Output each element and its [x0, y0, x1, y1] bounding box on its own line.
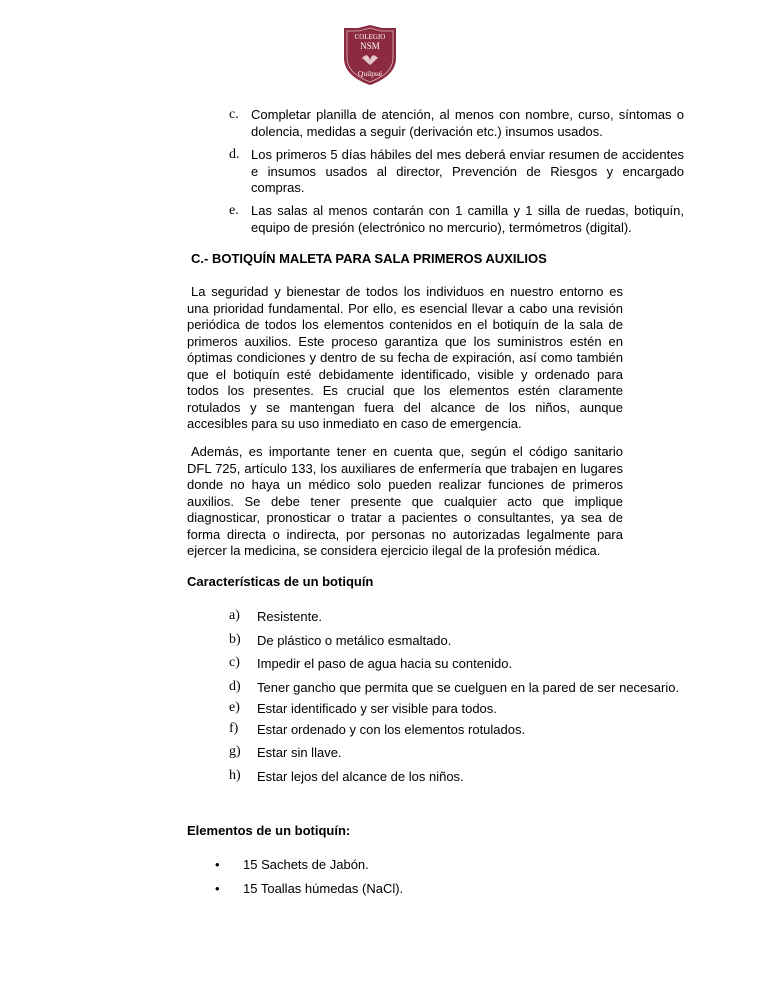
list-item-text: Estar identificado y ser visible para todos.	[257, 701, 497, 716]
list-marker: h)	[229, 768, 241, 783]
school-logo	[342, 24, 398, 86]
list-marker: c)	[229, 655, 240, 670]
list-item-text: 15 Sachets de Jabón.	[243, 857, 369, 872]
section-heading: C.- BOTIQUÍN MALETA PARA SALA PRIMEROS AUXILIOS	[191, 251, 547, 266]
list-item-text: 15 Toallas húmedas (NaCl).	[243, 881, 404, 896]
list-item-text: Impedir el paso de agua hacia su contenido.	[257, 656, 513, 671]
logo-line-2: NSM	[360, 41, 380, 51]
list-item-text: Estar ordenado y con los elementos rotulados.	[257, 722, 526, 737]
paragraph-legal: Además, es importante tener en cuenta que, según el código sanitario DFL 725, artículo 133, los auxiliares de enfermería que trabajen en lugares donde no haya un médico solo pueden realizar funciones de primeros auxilios. Se debe tener presente que cualquier acto que implique diagnosticar, pronosticar o tratar a pacientes o consultantes, ya sea de forma directa o indirecta, por personas no autorizadas legalmente para ejercer la medicina, se considera ejercicio ilegal de la profesión médica.	[187, 444, 623, 558]
logo-line-3: Quilpué	[357, 69, 383, 78]
paragraph-safety: La seguridad y bienestar de todos los individuos en nuestro entorno es una prioridad fundamental. Por ello, es esencial llevar a cabo una revisión periódica de todos los elementos contenidos en el botiquín de la sala de primeros auxilios. Este proceso garantiza que los suministros estén en óptimas condiciones y dentro de su fecha de expiración, así como también que el botiquín esté debidamente identificado, visible y ordenado para todos los presentes. Es crucial que los elementos estén claramente rotulados y se mantengan fuera del alcance de los niños, aunque accesibles para su uso inmediato en caso de emergencia.	[187, 284, 623, 431]
list-marker: g)	[229, 744, 241, 759]
bullet-icon: •	[215, 881, 220, 896]
list-marker: e.	[229, 203, 239, 218]
list-item-text: Estar lejos del alcance de los niños.	[257, 769, 464, 784]
bullet-icon: •	[215, 857, 220, 872]
list-marker: c.	[229, 107, 239, 122]
list-item-text: Tener gancho que permita que se cuelguen en la pared de ser necesario.	[257, 680, 680, 695]
list-marker: e)	[229, 700, 240, 715]
list-marker: a)	[229, 608, 240, 623]
list-marker: d)	[229, 679, 241, 694]
elements-heading: Elementos de un botiquín:	[187, 823, 351, 838]
list-item-text: De plástico o metálico esmaltado.	[257, 633, 452, 648]
list-item-text: Las salas al menos contarán con 1 camilla y 1 silla de ruedas, botiquín, equipo de presión (electrónico no mercurio), termómetros (digital).	[251, 203, 684, 235]
logo-line-1: COLEGIO	[354, 33, 386, 41]
characteristics-heading: Características de un botiquín	[187, 574, 374, 589]
list-item-text: Completar planilla de atención, al menos con nombre, curso, síntomas o dolencia, medidas a seguir (derivación etc.) insumos usados.	[251, 107, 684, 139]
list-item-text: Resistente.	[257, 609, 323, 624]
list-item-text: Los primeros 5 días hábiles del mes deberá enviar resumen de accidentes e insumos usados al director, Prevención de Riesgos y encargado compras.	[251, 147, 684, 195]
list-marker: d.	[229, 147, 240, 162]
list-marker: f)	[229, 721, 239, 736]
list-item-text: Estar sin llave.	[257, 745, 342, 760]
list-marker: b)	[229, 632, 241, 647]
